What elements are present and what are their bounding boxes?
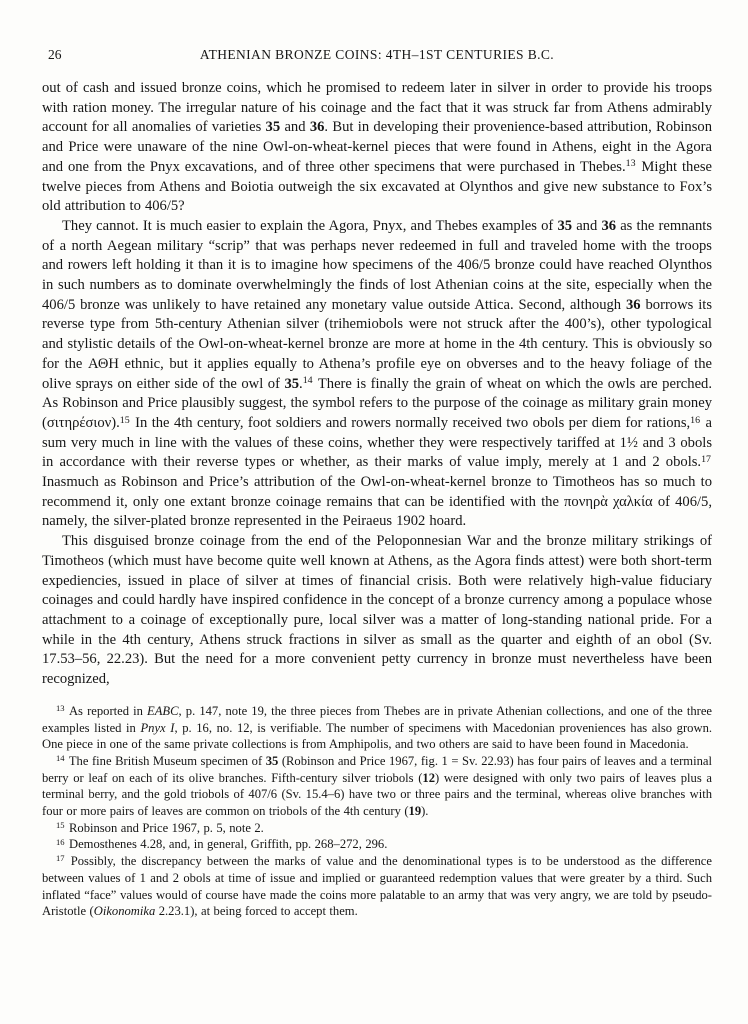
page-header xyxy=(42,46,712,64)
footnotes-section xyxy=(42,703,712,920)
running-title: ATHENIAN BRONZE COINS: 4TH–1ST CENTURIES B.C. xyxy=(199,47,555,62)
footnote-17: $^{17}$ Possibly, the discrepancy between the marks of value and the denominational types is to be understood as the difference between values of 1 and 2 obols at time of issue and implied or guaranteed redemption values that were greater by a third. Such inflated “face” values would of course have made the coins more palatable to an army that was very angry, we are told by pseudo-Aristotle (Oikonomika 2.23.1), at being forced to accept them. xyxy=(42,853,712,919)
paragraph-1: out of cash and issued bronze coins, which he promised to redeem later in silver in order to provide his troops with ration money. The irregular nature of his coinage and the fact that it was struck far from Athens admirably account for all anomalies of varieties 35 and 36. But in developing their provenience-based attribution, Robinson and Price were unaware of the nine Owl-on-wheat-kernel pieces that were found in Athens, eight in the Agora and one from the Pnyx excavations, and of three other specimens that were purchased in Thebes.$^{13}$ Might these twelve pieces from Athens and Boiotia outweigh the six excavated at Olynthos and give new substance to Fox’s old attribution to 406/5? xyxy=(42,80,713,215)
paragraph-2: They cannot. It is much easier to explain the Agora, Pnyx, and Thebes examples of 35 and 36 as the remnants of a north Aegean military “scrip” that was perhaps never redeemed in full and traveled home with the troops and rowers left holding it than it is to imagine how specimens of the 406/5 bronze could have reached Olynthos in such numbers as to dominate overwhelmingly the finds of lost Athenian coins at the site, especially when the 406/5 bronze was unlikely to have retained any monetary value outside Attica. Second, although 36 borrows its reverse type from 5th-century Athenian silver (trihemiobols were not struck after the 400’s), other typological and stylistic details of the Owl-on-wheat-kernel bronze are more at home in the 4th century. This is obviously so for the ΑΘΗ ethnic, but it applies equally to Athena’s profile eye on obverses and to the heavy foliage of the olive sprays on either side of the owl of 35.14 There is finally the grain of wheat on which the owls are perched. As Robinson and Price plausibly suggest, the symbol refers to the purpose of the coinage as military grain money (σιτηρέσιον).$^{15}$ In the 4th century, foot soldiers and rowers normally received two obols per diem for rations,$^{16}$ a sum very much in line with the values of these coins, whether they were respectively tariffed at 1½ and 3 obols in accordance with their reverse types or whether, as their marks of value imply, merely at 1 and 2 obols.$^{17}$ Inasmuch as Robinson and Price’s attribution of the Owl-on-wheat-kernel bronze to Timotheos has so much to recommend it, only one extant bronze coinage remains that can be identified with the πονηρὰ χαλκία of 406/5, namely, the silver-plated bronze represented in the Peiraeus 1902 hoard. xyxy=(42,217,713,530)
footnote-14: $^{14}$ The fine British Museum specimen of 35 (Robinson and Price 1967, fig. 1 = Sv. 22.93) has four pairs of leaves and a terminal berry or leaf on each of its olive branches. Fifth-century silver triobols (12) were designed with only two pairs of leaves plus a terminal berry, and the gold triobols of 407/6 (Sv. 15.4–6) have two or three pairs and the terminal, whereas olive branches with four or more pairs of leaves are common on triobols of the 4th century (19). xyxy=(42,753,712,819)
footnote-16: $^{16}$ Demosthenes 4.28, and, in general, Griffith, pp. 268–272, 296. xyxy=(56,836,388,852)
footnote-15: $^{15}$ Robinson and Price 1967, p. 5, note 2. xyxy=(56,819,264,835)
footnote-13: $^{13}$ As reported in EABC, p. 147, note 19, the three pieces from Thebes are in private Athenian collections, and one of the three examples listed in Pnyx I, p. 16, no. 12, is verifiable. The number of specimens with Macedonian proveniences has also grown. One piece in one of the same private collections is from Amphipolis, and two others are said to have been found in Macedonia. xyxy=(42,702,713,752)
page-number: 26 xyxy=(48,47,62,62)
paragraph-3: This disguised bronze coinage from the end of the Peloponnesian War and the bronze military strikings of Timotheos (which must have become quite well known at Athens, as the Agora finds attest) were both short-term expediencies, issued in place of silver at times of financial crisis. Both were relatively high-value fiduciary coinages and could hardly have inspired confidence in the concept of a bronze currency among a populace whose attachment to a coinage of exceptionally pure, local silver was a matter of long-standing national pride. For a while in the 4th century, Athens struck fractions in silver as small as the quarter and eighth of an obol (Sv. 17.53–56, 22.23). But the need for a more convenient petty currency in bronze must nevertheless have been recognized, xyxy=(42,533,712,688)
body-text xyxy=(42,79,712,690)
